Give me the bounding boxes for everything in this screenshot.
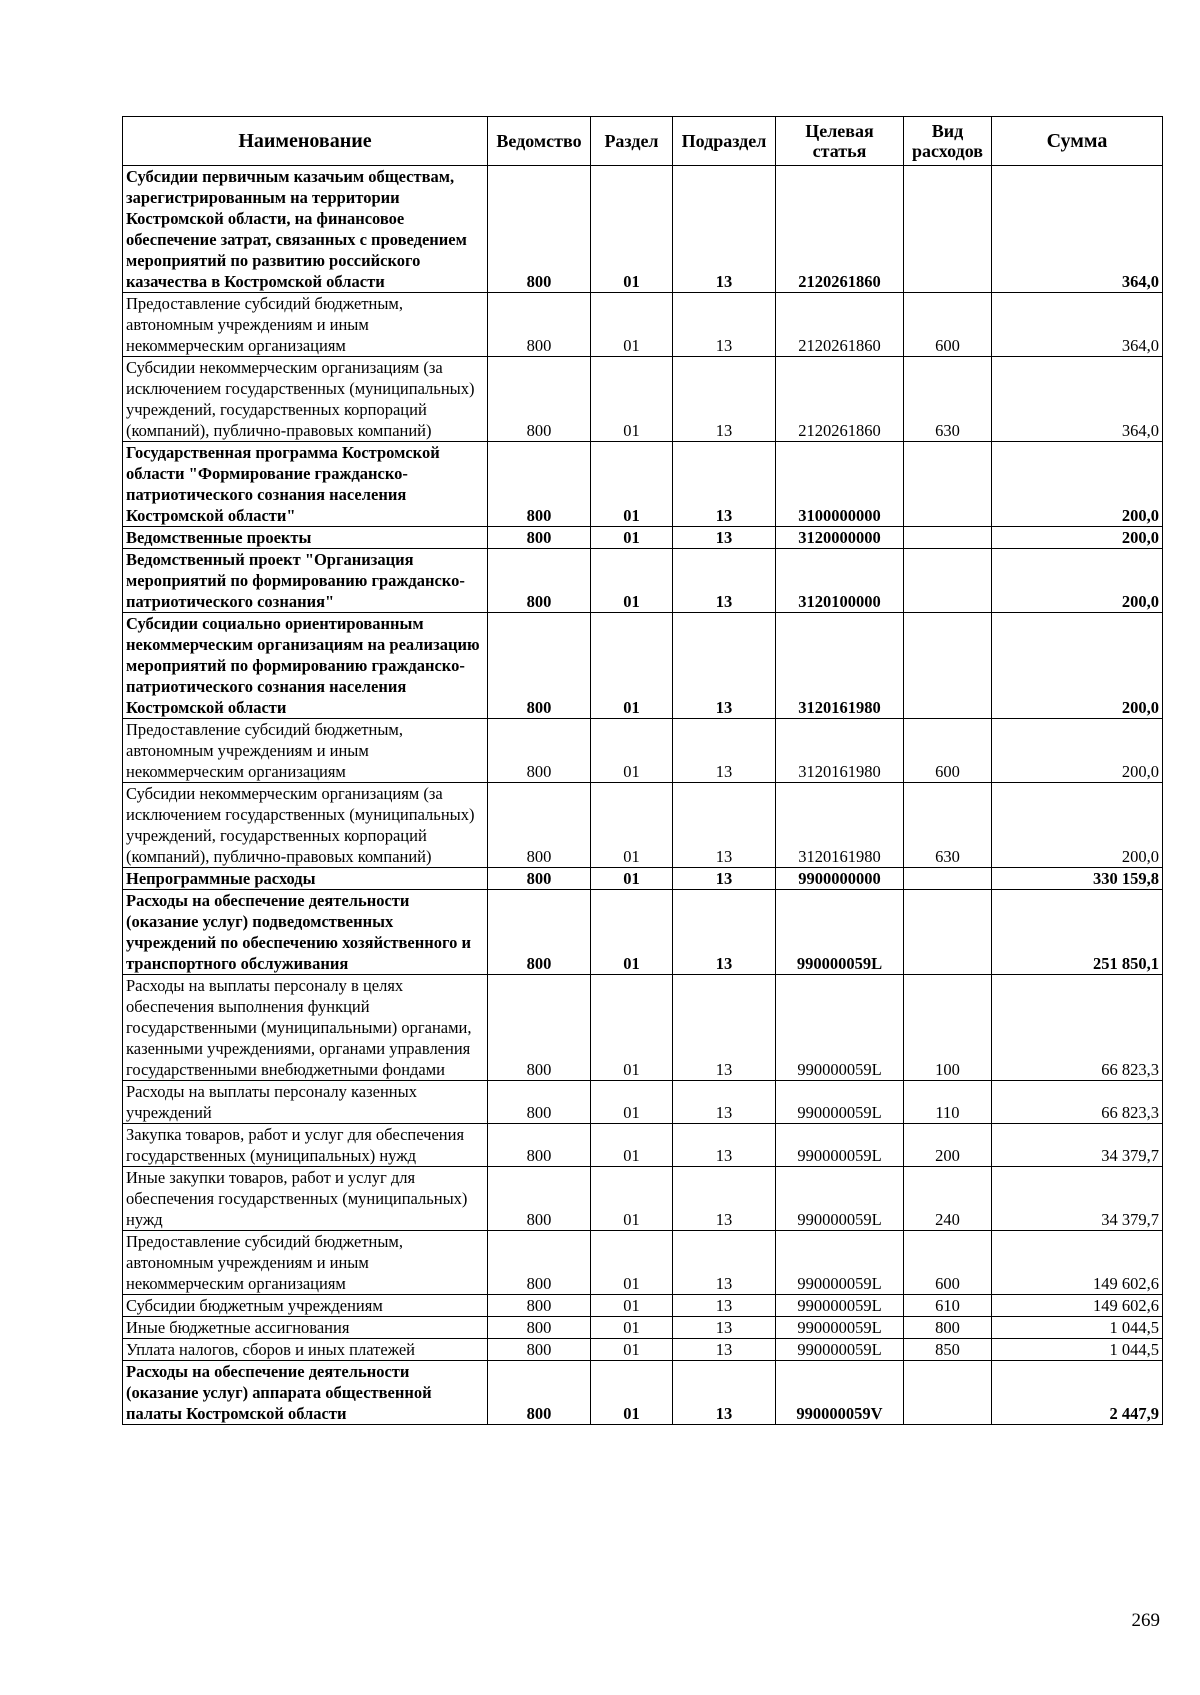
cell-vedomstvo: 800 bbox=[488, 1317, 591, 1339]
cell-podrazdel: 13 bbox=[673, 166, 776, 293]
cell-vid-raskhodov bbox=[904, 868, 992, 890]
table-row bbox=[123, 1361, 1163, 1425]
cell-summa: 2 447,9 bbox=[992, 1361, 1163, 1425]
cell-tselevaya-statya: 2120261860 bbox=[776, 293, 904, 357]
cell-podrazdel: 13 bbox=[673, 719, 776, 783]
cell-summa: 66 823,3 bbox=[992, 1081, 1163, 1124]
cell-razdel: 01 bbox=[591, 719, 673, 783]
cell-razdel: 01 bbox=[591, 1295, 673, 1317]
table-row bbox=[123, 549, 1163, 613]
cell-vid-raskhodov bbox=[904, 890, 992, 975]
cell-vedomstvo: 800 bbox=[488, 1295, 591, 1317]
cell-vedomstvo: 800 bbox=[488, 1167, 591, 1231]
table-row bbox=[123, 1231, 1163, 1295]
cell-summa: 200,0 bbox=[992, 442, 1163, 527]
cell-vid-raskhodov bbox=[904, 549, 992, 613]
cell-tselevaya-statya: 990000059L bbox=[776, 975, 904, 1081]
cell-vedomstvo: 800 bbox=[488, 527, 591, 549]
cell-tselevaya-statya: 3120161980 bbox=[776, 613, 904, 719]
cell-razdel: 01 bbox=[591, 549, 673, 613]
cell-vedomstvo: 800 bbox=[488, 719, 591, 783]
cell-tselevaya-statya: 3120161980 bbox=[776, 719, 904, 783]
cell-vid-raskhodov: 630 bbox=[904, 783, 992, 868]
cell-podrazdel: 13 bbox=[673, 890, 776, 975]
cell-name: Предоставление субсидий бюджетным, автономным учреждениям и иным некоммерческим организациям bbox=[123, 719, 488, 783]
budget-table bbox=[122, 116, 1163, 1425]
table-row bbox=[123, 1295, 1163, 1317]
cell-vedomstvo: 800 bbox=[488, 1081, 591, 1124]
table-row bbox=[123, 975, 1163, 1081]
cell-podrazdel: 13 bbox=[673, 1317, 776, 1339]
cell-vid-raskhodov bbox=[904, 442, 992, 527]
cell-vid-raskhodov bbox=[904, 166, 992, 293]
table-row bbox=[123, 1339, 1163, 1361]
cell-summa: 34 379,7 bbox=[992, 1124, 1163, 1167]
cell-name: Иные закупки товаров, работ и услуг для обеспечения государственных (муниципальных) нужд bbox=[123, 1167, 488, 1231]
cell-razdel: 01 bbox=[591, 1339, 673, 1361]
cell-summa: 34 379,7 bbox=[992, 1167, 1163, 1231]
cell-name: Субсидии первичным казачьим обществам, зарегистрированным на территории Костромской области, на финансовое обеспечение затрат, связанных с проведением мероприятий по развитию российского казачества в Костромской области bbox=[123, 166, 488, 293]
cell-razdel: 01 bbox=[591, 1167, 673, 1231]
cell-vedomstvo: 800 bbox=[488, 549, 591, 613]
cell-tselevaya-statya: 2120261860 bbox=[776, 166, 904, 293]
cell-name: Государственная программа Костромской области "Формирование гражданско-патриотического сознания населения Костромской области" bbox=[123, 442, 488, 527]
cell-podrazdel: 13 bbox=[673, 1361, 776, 1425]
cell-podrazdel: 13 bbox=[673, 549, 776, 613]
cell-tselevaya-statya: 2120261860 bbox=[776, 357, 904, 442]
cell-podrazdel: 13 bbox=[673, 613, 776, 719]
cell-razdel: 01 bbox=[591, 442, 673, 527]
table-row bbox=[123, 783, 1163, 868]
cell-vedomstvo: 800 bbox=[488, 1124, 591, 1167]
cell-summa: 364,0 bbox=[992, 357, 1163, 442]
cell-summa: 149 602,6 bbox=[992, 1231, 1163, 1295]
cell-tselevaya-statya: 3120161980 bbox=[776, 783, 904, 868]
cell-razdel: 01 bbox=[591, 890, 673, 975]
col-header-razdel: Раздел bbox=[591, 117, 673, 166]
cell-summa: 149 602,6 bbox=[992, 1295, 1163, 1317]
cell-name: Субсидии социально ориентированным некоммерческим организациям на реализацию мероприятий по формированию гражданско-патриотического сознания населения Костромской области bbox=[123, 613, 488, 719]
cell-vid-raskhodov: 850 bbox=[904, 1339, 992, 1361]
cell-name: Ведомственные проекты bbox=[123, 527, 488, 549]
cell-podrazdel: 13 bbox=[673, 975, 776, 1081]
cell-vid-raskhodov: 200 bbox=[904, 1124, 992, 1167]
cell-tselevaya-statya: 990000059L bbox=[776, 1295, 904, 1317]
cell-tselevaya-statya: 990000059L bbox=[776, 890, 904, 975]
cell-razdel: 01 bbox=[591, 613, 673, 719]
cell-tselevaya-statya: 990000059L bbox=[776, 1167, 904, 1231]
cell-razdel: 01 bbox=[591, 166, 673, 293]
cell-name: Расходы на выплаты персоналу в целях обеспечения выполнения функций государственными (муниципальными) органами, казенными учреждениями, органами управления государственными внебюджетными фондами bbox=[123, 975, 488, 1081]
table-row bbox=[123, 890, 1163, 975]
cell-podrazdel: 13 bbox=[673, 1167, 776, 1231]
cell-podrazdel: 13 bbox=[673, 442, 776, 527]
cell-vid-raskhodov: 610 bbox=[904, 1295, 992, 1317]
cell-vedomstvo: 800 bbox=[488, 783, 591, 868]
table-row bbox=[123, 527, 1163, 549]
table-row bbox=[123, 868, 1163, 890]
col-header-summa: Сумма bbox=[992, 117, 1163, 166]
cell-vedomstvo: 800 bbox=[488, 1339, 591, 1361]
cell-vedomstvo: 800 bbox=[488, 1231, 591, 1295]
cell-vid-raskhodov: 800 bbox=[904, 1317, 992, 1339]
table-header-row bbox=[123, 117, 1163, 166]
cell-razdel: 01 bbox=[591, 293, 673, 357]
table-row bbox=[123, 1167, 1163, 1231]
cell-podrazdel: 13 bbox=[673, 1339, 776, 1361]
table-row bbox=[123, 1317, 1163, 1339]
cell-vid-raskhodov: 600 bbox=[904, 1231, 992, 1295]
cell-name: Предоставление субсидий бюджетным, автономным учреждениям и иным некоммерческим организациям bbox=[123, 1231, 488, 1295]
cell-summa: 200,0 bbox=[992, 613, 1163, 719]
cell-name: Субсидии некоммерческим организациям (за исключением государственных (муниципальных) учреждений, государственных корпораций (компаний), публично-правовых компаний) bbox=[123, 357, 488, 442]
cell-name: Уплата налогов, сборов и иных платежей bbox=[123, 1339, 488, 1361]
cell-name: Расходы на обеспечение деятельности (оказание услуг) аппарата общественной палаты Костромской области bbox=[123, 1361, 488, 1425]
cell-razdel: 01 bbox=[591, 783, 673, 868]
cell-vid-raskhodov: 630 bbox=[904, 357, 992, 442]
cell-vid-raskhodov bbox=[904, 1361, 992, 1425]
cell-tselevaya-statya: 3120000000 bbox=[776, 527, 904, 549]
cell-vid-raskhodov: 100 bbox=[904, 975, 992, 1081]
cell-name: Расходы на выплаты персоналу казенных учреждений bbox=[123, 1081, 488, 1124]
cell-name: Предоставление субсидий бюджетным, автономным учреждениям и иным некоммерческим организациям bbox=[123, 293, 488, 357]
cell-vedomstvo: 800 bbox=[488, 442, 591, 527]
cell-tselevaya-statya: 990000059L bbox=[776, 1124, 904, 1167]
cell-vedomstvo: 800 bbox=[488, 357, 591, 442]
cell-tselevaya-statya: 990000059V bbox=[776, 1361, 904, 1425]
cell-podrazdel: 13 bbox=[673, 293, 776, 357]
cell-tselevaya-statya: 990000059L bbox=[776, 1081, 904, 1124]
cell-podrazdel: 13 bbox=[673, 783, 776, 868]
cell-name: Иные бюджетные ассигнования bbox=[123, 1317, 488, 1339]
cell-podrazdel: 13 bbox=[673, 1295, 776, 1317]
cell-vid-raskhodov: 600 bbox=[904, 293, 992, 357]
cell-name: Субсидии некоммерческим организациям (за исключением государственных (муниципальных) учреждений, государственных корпораций (компаний), публично-правовых компаний) bbox=[123, 783, 488, 868]
cell-podrazdel: 13 bbox=[673, 357, 776, 442]
cell-name: Субсидии бюджетным учреждениям bbox=[123, 1295, 488, 1317]
table-row bbox=[123, 166, 1163, 293]
cell-razdel: 01 bbox=[591, 527, 673, 549]
cell-name: Расходы на обеспечение деятельности (оказание услуг) подведомственных учреждений по обеспечению хозяйственного и транспортного обслуживания bbox=[123, 890, 488, 975]
cell-razdel: 01 bbox=[591, 975, 673, 1081]
cell-podrazdel: 13 bbox=[673, 868, 776, 890]
cell-vedomstvo: 800 bbox=[488, 868, 591, 890]
cell-summa: 200,0 bbox=[992, 527, 1163, 549]
cell-razdel: 01 bbox=[591, 357, 673, 442]
cell-vedomstvo: 800 bbox=[488, 1361, 591, 1425]
col-header-podrazdel: Подраздел bbox=[673, 117, 776, 166]
table-row bbox=[123, 719, 1163, 783]
cell-summa: 251 850,1 bbox=[992, 890, 1163, 975]
table-row bbox=[123, 613, 1163, 719]
cell-summa: 330 159,8 bbox=[992, 868, 1163, 890]
table-row bbox=[123, 357, 1163, 442]
table-row bbox=[123, 1081, 1163, 1124]
cell-podrazdel: 13 bbox=[673, 527, 776, 549]
cell-summa: 1 044,5 bbox=[992, 1339, 1163, 1361]
cell-razdel: 01 bbox=[591, 868, 673, 890]
cell-summa: 364,0 bbox=[992, 166, 1163, 293]
cell-razdel: 01 bbox=[591, 1124, 673, 1167]
cell-tselevaya-statya: 3100000000 bbox=[776, 442, 904, 527]
cell-vedomstvo: 800 bbox=[488, 890, 591, 975]
cell-tselevaya-statya: 990000059L bbox=[776, 1231, 904, 1295]
table-row bbox=[123, 293, 1163, 357]
cell-name: Закупка товаров, работ и услуг для обеспечения государственных (муниципальных) нужд bbox=[123, 1124, 488, 1167]
cell-summa: 66 823,3 bbox=[992, 975, 1163, 1081]
cell-name: Непрограммные расходы bbox=[123, 868, 488, 890]
col-header-tselevaya-statya: Целевая статья bbox=[776, 117, 904, 166]
cell-tselevaya-statya: 990000059L bbox=[776, 1339, 904, 1361]
cell-vedomstvo: 800 bbox=[488, 975, 591, 1081]
col-header-name: Наименование bbox=[123, 117, 488, 166]
cell-vid-raskhodov: 600 bbox=[904, 719, 992, 783]
cell-vid-raskhodov bbox=[904, 527, 992, 549]
cell-name: Ведомственный проект "Организация мероприятий по формированию гражданско-патриотического сознания" bbox=[123, 549, 488, 613]
cell-tselevaya-statya: 3120100000 bbox=[776, 549, 904, 613]
cell-summa: 200,0 bbox=[992, 783, 1163, 868]
cell-tselevaya-statya: 990000059L bbox=[776, 1317, 904, 1339]
cell-podrazdel: 13 bbox=[673, 1124, 776, 1167]
cell-vid-raskhodov: 110 bbox=[904, 1081, 992, 1124]
cell-summa: 200,0 bbox=[992, 549, 1163, 613]
cell-summa: 1 044,5 bbox=[992, 1317, 1163, 1339]
cell-vedomstvo: 800 bbox=[488, 613, 591, 719]
cell-vedomstvo: 800 bbox=[488, 293, 591, 357]
cell-summa: 364,0 bbox=[992, 293, 1163, 357]
cell-vid-raskhodov: 240 bbox=[904, 1167, 992, 1231]
cell-vedomstvo: 800 bbox=[488, 166, 591, 293]
col-header-vedomstvo: Ведомство bbox=[488, 117, 591, 166]
cell-razdel: 01 bbox=[591, 1081, 673, 1124]
cell-tselevaya-statya: 9900000000 bbox=[776, 868, 904, 890]
table-row bbox=[123, 442, 1163, 527]
table-row bbox=[123, 1124, 1163, 1167]
col-header-vid-raskhodov: Вид расходов bbox=[904, 117, 992, 166]
cell-summa: 200,0 bbox=[992, 719, 1163, 783]
cell-razdel: 01 bbox=[591, 1317, 673, 1339]
cell-podrazdel: 13 bbox=[673, 1081, 776, 1124]
cell-podrazdel: 13 bbox=[673, 1231, 776, 1295]
page-number: 269 bbox=[1131, 1610, 1160, 1631]
cell-razdel: 01 bbox=[591, 1231, 673, 1295]
cell-vid-raskhodov bbox=[904, 613, 992, 719]
table-body bbox=[123, 166, 1163, 1425]
cell-razdel: 01 bbox=[591, 1361, 673, 1425]
